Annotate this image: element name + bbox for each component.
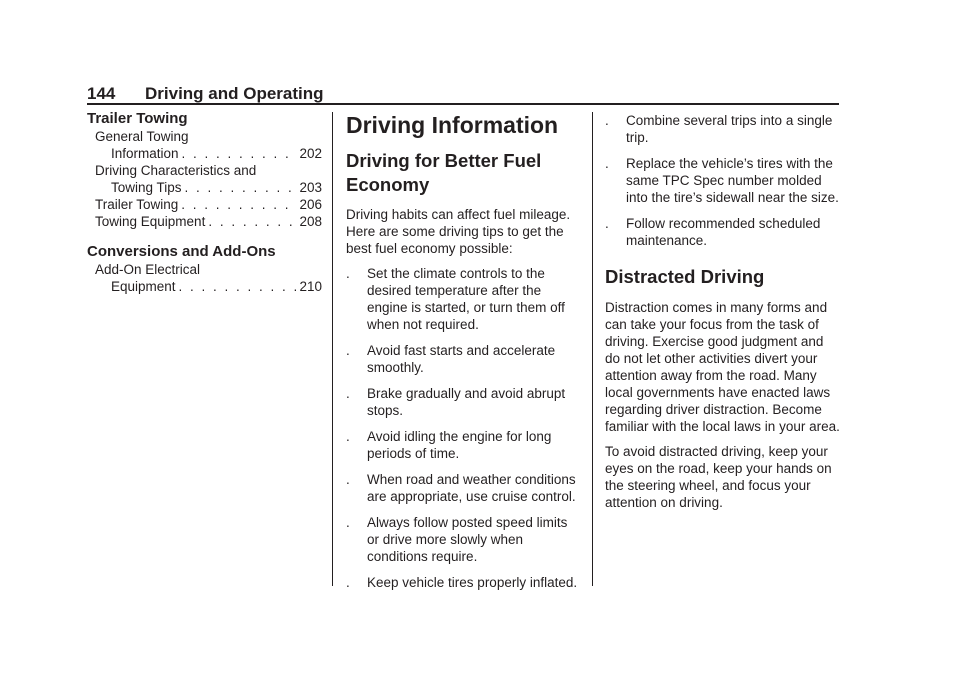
- list-item-text: Combine several trips into a single trip.: [626, 113, 833, 145]
- page-header: [87, 84, 839, 104]
- tips-list: [346, 265, 581, 591]
- list-item: [346, 385, 581, 419]
- tips-list-continued: [605, 112, 840, 249]
- list-item: [346, 471, 581, 505]
- toc-heading-conversions: Conversions and Add-Ons: [87, 243, 276, 260]
- list-item: [346, 265, 581, 333]
- toc-entry-last-line: [95, 278, 322, 295]
- toc-entry-label: Trailer Towing: [95, 197, 179, 212]
- list-item: [605, 112, 840, 146]
- list-item-text: Follow recommended scheduled maintenance.: [626, 216, 821, 248]
- toc-entry-label: Towing Equipment: [95, 214, 206, 229]
- toc-entry-add-on-electrical-equipment[interactable]: [87, 261, 322, 295]
- toc-column: [87, 110, 322, 295]
- bullet-glyph: .: [605, 216, 609, 231]
- toc-leader-dots: [208, 213, 296, 230]
- list-item-text: Brake gradually and avoid abrupt stops.: [367, 386, 566, 418]
- toc-entry-last-line: [95, 179, 322, 196]
- bullet-glyph: .: [346, 515, 350, 530]
- toc-page-number: 202: [299, 146, 322, 161]
- column-divider: [332, 112, 333, 586]
- toc-entry-last-line: [95, 196, 322, 213]
- bullet-glyph: .: [346, 472, 350, 487]
- toc-entry-trailer-towing[interactable]: [87, 196, 322, 213]
- distracted-paragraph-2: To avoid distracted driving, keep your eyes on the road, keep your hands on the steering wheel, and focus your attention on driving.: [605, 444, 832, 510]
- bullet-glyph: .: [346, 266, 350, 281]
- list-item-text: Always follow posted speed limits or drive more slowly when conditions require.: [367, 515, 568, 564]
- page-number: 144: [87, 84, 116, 103]
- toc-entry-line: General Towing: [95, 129, 189, 144]
- distracted-paragraph-1: Distraction comes in many forms and can take your focus from the task of driving. Exercise good judgment and do not let other activities divert your attention away from the road. Many local governments have enacted laws regarding driver distraction. Become familiar with the local laws in your area.: [605, 300, 840, 434]
- bullet-glyph: .: [605, 113, 609, 128]
- column-divider: [592, 112, 593, 586]
- subsection-title: Driving for Better Fuel Economy: [346, 150, 542, 195]
- section-title: Driving and Operating: [145, 84, 324, 103]
- main-column: [346, 110, 581, 600]
- toc-leader-dots: [179, 278, 297, 295]
- toc-leader-dots: [182, 145, 297, 162]
- toc-entry-label: Equipment: [111, 279, 176, 294]
- bullet-glyph: .: [346, 343, 350, 358]
- toc-leader-dots: [185, 179, 297, 196]
- list-item: [605, 215, 840, 249]
- list-item-text: Avoid idling the engine for long periods of time.: [367, 429, 552, 461]
- list-item-text: Set the climate controls to the desired temperature after the engine is started, or turn them off when not required.: [367, 266, 565, 332]
- list-item: [346, 428, 581, 462]
- list-item-text: When road and weather conditions are appropriate, use cruise control.: [367, 472, 576, 504]
- toc-leader-dots: [181, 196, 296, 213]
- list-item: [605, 155, 840, 206]
- toc-entry-label: Towing Tips: [111, 180, 182, 195]
- right-column: [605, 110, 840, 519]
- list-item-text: Replace the vehicle’s tires with the same TPC Spec number molded into the tire’s sidewall near the size.: [626, 156, 839, 205]
- list-item: [346, 342, 581, 376]
- bullet-glyph: .: [346, 429, 350, 444]
- list-item: [346, 514, 581, 565]
- bullet-glyph: .: [346, 386, 350, 401]
- toc-page-number: 206: [299, 197, 322, 212]
- toc-entry-towing-equipment[interactable]: [87, 213, 322, 230]
- toc-page-number: 203: [299, 180, 322, 195]
- toc-entry-last-line: [95, 213, 322, 230]
- toc-entry-line: Driving Characteristics and: [95, 163, 257, 178]
- toc-heading-trailer-towing: Trailer Towing: [87, 110, 188, 127]
- toc-page-number: 208: [299, 214, 322, 229]
- chapter-title: Driving Information: [346, 112, 559, 138]
- header-rule: [87, 103, 839, 105]
- list-item-text: Keep vehicle tires properly inflated.: [367, 575, 578, 590]
- toc-entry-general-towing-information[interactable]: [87, 128, 322, 162]
- toc-entry-label: Information: [111, 146, 179, 161]
- list-item-text: Avoid fast starts and accelerate smoothly.: [367, 343, 556, 375]
- bullet-glyph: .: [346, 575, 350, 590]
- toc-entry-driving-characteristics[interactable]: [87, 162, 322, 196]
- distracted-driving-title: Distracted Driving: [605, 266, 765, 287]
- intro-paragraph: Driving habits can affect fuel mileage. Here are some driving tips to get the best fuel economy possible:: [346, 207, 571, 256]
- toc-page-number: 210: [299, 279, 322, 294]
- list-item: [346, 574, 581, 591]
- toc-entry-line: Add-On Electrical: [95, 262, 201, 277]
- bullet-glyph: .: [605, 156, 609, 171]
- toc-entry-last-line: [95, 145, 322, 162]
